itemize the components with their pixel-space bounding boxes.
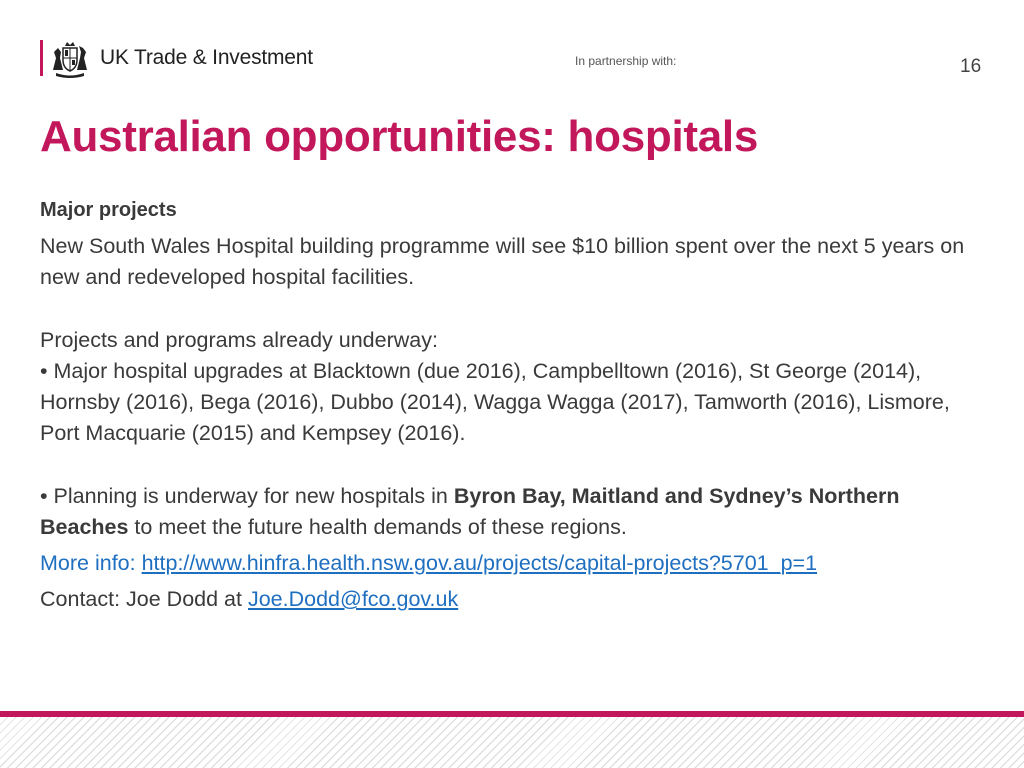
more-info-line [40, 548, 970, 579]
footer-hatch-pattern [0, 717, 1024, 768]
page-number: 16 [960, 56, 982, 77]
more-info-label: More info: [40, 551, 142, 575]
projects-heading: Projects and programs already underway: [40, 328, 438, 352]
section-heading: Major projects [40, 199, 177, 221]
more-info-link[interactable]: http://www.hinfra.health.nsw.gov.au/projects/capital-projects?5701_p=1 [141, 551, 818, 575]
bullet-planning-locations: Byron Bay, Maitland and Sydney’s Northern Beaches [40, 484, 900, 539]
org-name: UK Trade & Investment [100, 46, 313, 69]
bullet-planning-prefix: • Planning is underway for new hospitals in [40, 484, 454, 508]
bullet-hospital-upgrades: • Major hospital upgrades at Blacktown (due 2016), Campbelltown (2016), St George (2014), Hornsby (2016), Bega (2016), Dubbo (2014), Wagga Wagga (2017), Tamworth (2016), Lismore, Port Macquarie (2015) and Kempsey (2016). [40, 359, 950, 445]
slide-content [40, 195, 970, 615]
page-title: Australian opportunities: hospitals [40, 112, 758, 161]
bullet-planning [40, 481, 970, 543]
partnership-label: In partnership with: [575, 54, 677, 68]
intro-paragraph: New South Wales Hospital building programme will see $10 billion spent over the next 5 years on new and redeveloped hospital facilities. [40, 234, 965, 289]
brand-accent-bar [40, 40, 43, 76]
bullet-planning-suffix: to meet the future health demands of these regions. [128, 515, 627, 539]
contact-label: Contact: Joe Dodd at [40, 587, 248, 611]
contact-email-link[interactable]: Joe.Dodd@fco.gov.uk [247, 587, 459, 611]
contact-line [40, 584, 970, 615]
royal-crest-logo [50, 40, 90, 78]
